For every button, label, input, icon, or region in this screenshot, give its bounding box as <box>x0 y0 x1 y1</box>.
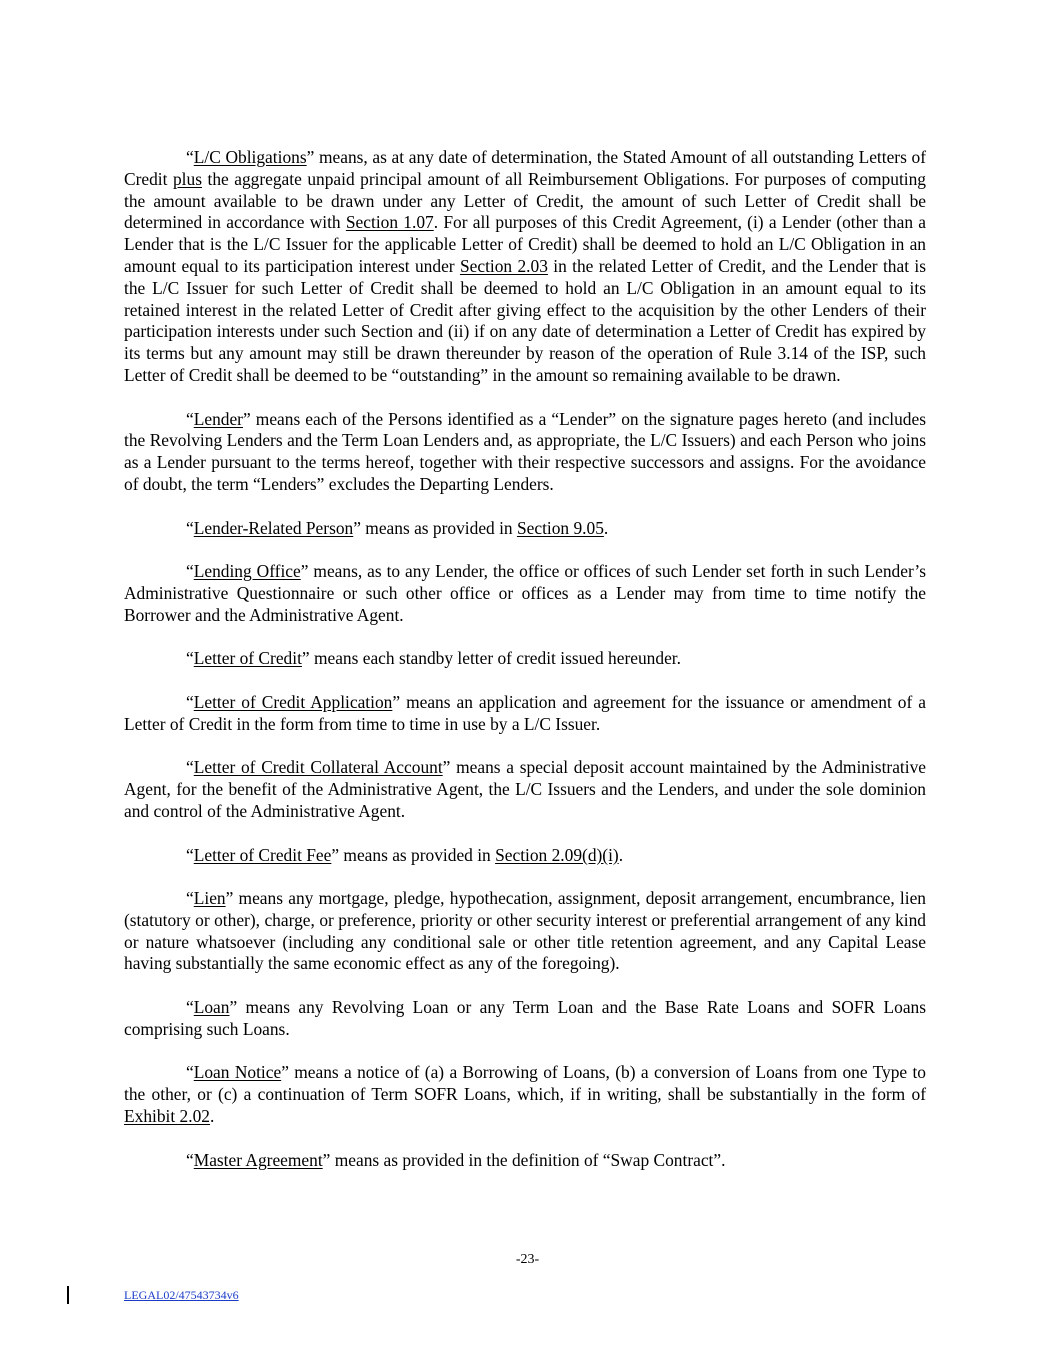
open-quote: “ <box>186 561 194 582</box>
defined-term: Lien <box>193 888 226 909</box>
definition-text: . <box>210 1106 215 1127</box>
definition-text: ” means each of the Persons identified as a “Lender” on the signature pages hereto (and includes the Revolving Lenders and the Term Loan Lenders and, as appropriate, the L/C Issuers) and each Person who joins as a Lender pursuant to the terms hereof, together with their respective successors and assigns. For the avoidance of doubt, the term “Lenders” excludes the Departing Lenders. <box>124 408 926 494</box>
definition-text: ” means any Revolving Loan or any Term Loan and the Base Rate Loans and SOFR Loans comprising such Loans. <box>124 997 926 1039</box>
definition-loan-notice <box>124 1062 926 1127</box>
defined-term: Loan Notice <box>193 1062 282 1083</box>
document-body <box>124 147 926 1193</box>
open-quote: “ <box>186 888 194 909</box>
defined-term: Loan <box>193 997 230 1018</box>
defined-term: Letter of Credit Collateral Account <box>193 757 443 778</box>
definition-letter-of-credit-collateral-account <box>124 757 926 822</box>
open-quote: “ <box>186 1062 194 1083</box>
definition-master-agreement <box>124 1150 926 1172</box>
emphasis-plus: plus <box>172 168 202 189</box>
open-quote: “ <box>186 517 194 538</box>
open-quote: “ <box>186 147 194 167</box>
definition-text: ” means each standby letter of credit issued hereunder. <box>301 648 681 669</box>
definition-text: . <box>603 517 609 538</box>
definition-text: ” means, as to any Lender, the office or offices of such Lender set forth in such Lender’s Administrative Questionnaire or such other office or offices as a Lender may from time to time notify the Borrower and the Administrative Agent. <box>124 561 926 625</box>
section-reference: Section 2.03 <box>459 255 548 276</box>
definition-text: ” means an application and agreement for the issuance or amendment of a Letter of Credit in the form from time to time in use by a L/C Issuer. <box>124 691 926 734</box>
exhibit-reference: Exhibit 2.02 <box>124 1106 210 1127</box>
definition-text: . <box>618 844 624 865</box>
defined-term: Master Agreement <box>193 1149 323 1170</box>
section-reference: Section 2.09(d)(i) <box>495 844 619 865</box>
definition-text: ” means any mortgage, pledge, hypothecation, assignment, deposit arrangement, encumbrance, lien (statutory or other), charge, or preference, priority or other security interest or preferential arrangement of any kind or nature whatsoever (including any conditional sale or other title retention agreement, and any Capital Lease having substantially the same economic effect as any of the foregoing). <box>124 888 926 974</box>
definition-lien <box>124 888 926 975</box>
definition-letter-of-credit-application <box>124 692 926 736</box>
open-quote: “ <box>186 408 194 429</box>
definition-text: in the related Letter of Credit, and the Lender that is the L/C Issuer for such Letter of Credit shall be deemed to hold an L/C Obligation in an amount equal to its retained interest in the related Letter of Credit after giving effect to the acquisition by the other Lenders of their participation interests under such Section and (ii) if on any date of determination a Letter of Credit has expired by its terms but any amount may still be drawn thereunder by reason of the operation of Rule 3.14 of the ISP, such Letter of Credit shall be deemed to be “outstanding” in the amount so remaining available to be drawn. <box>124 255 926 385</box>
definition-lending-office <box>124 561 926 626</box>
definition-lc-obligations <box>124 147 926 387</box>
section-reference: Section 9.05 <box>516 517 604 538</box>
open-quote: “ <box>186 844 194 865</box>
definition-text: ” means a notice of (a) a Borrowing of Loans, (b) a conversion of Loans from one Type to the other, or (c) a continuation of Term SOFR Loans, which, if in writing, shall be substantially in the form of <box>124 1062 927 1105</box>
defined-term: Letter of Credit Fee <box>193 844 332 865</box>
definition-text: ” means as provided in <box>353 517 517 538</box>
change-bar <box>67 1286 69 1304</box>
definition-text: ” means, as at any date of determination, the Stated Amount of all outstanding Letters of Credit <box>124 147 926 189</box>
open-quote: “ <box>186 691 194 712</box>
definition-letter-of-credit-fee <box>124 845 926 867</box>
document-id: LEGAL02/47543734v6 <box>124 1288 239 1302</box>
defined-term: Lending Office <box>193 561 301 582</box>
defined-term: Letter of Credit Application <box>193 691 393 712</box>
definition-text: . For all purposes of this Credit Agreement, (i) a Lender (other than a Lender that is the L/C Issuer for the applicable Letter of Credit) shall be deemed to hold an L/C Obligation in an amount equal to its participation interest under <box>124 212 926 276</box>
definition-letter-of-credit <box>124 648 926 670</box>
open-quote: “ <box>186 1149 194 1170</box>
definition-text: the aggregate unpaid principal amount of all Reimbursement Obligations. For purposes of computing the amount available to be drawn under any Letter of Credit, the amount of such Letter of Credit shall be determined in accordance with <box>124 168 927 233</box>
definition-text: ” means as provided in <box>331 844 496 865</box>
open-quote: “ <box>186 997 194 1018</box>
definition-loan <box>124 997 926 1041</box>
defined-term: Lender-Related Person <box>193 517 354 538</box>
definition-lender-related-person <box>124 518 926 540</box>
page-number: -23- <box>515 1252 540 1267</box>
defined-term: L/C Obligations <box>193 147 307 167</box>
open-quote: “ <box>186 757 194 778</box>
defined-term: Letter of Credit <box>193 648 302 669</box>
open-quote: “ <box>186 648 194 669</box>
definition-lender <box>124 409 926 496</box>
defined-term: Lender <box>193 408 243 429</box>
definition-text: ” means as provided in the definition of “Swap Contract”. <box>322 1149 726 1170</box>
section-reference: Section 1.07 <box>345 212 434 233</box>
definition-text: ” means a special deposit account maintained by the Administrative Agent, for the benefit of the Administrative Agent, the L/C Issuers and the Lenders, and under the sole dominion and control of the Administrative Agent. <box>124 757 926 821</box>
